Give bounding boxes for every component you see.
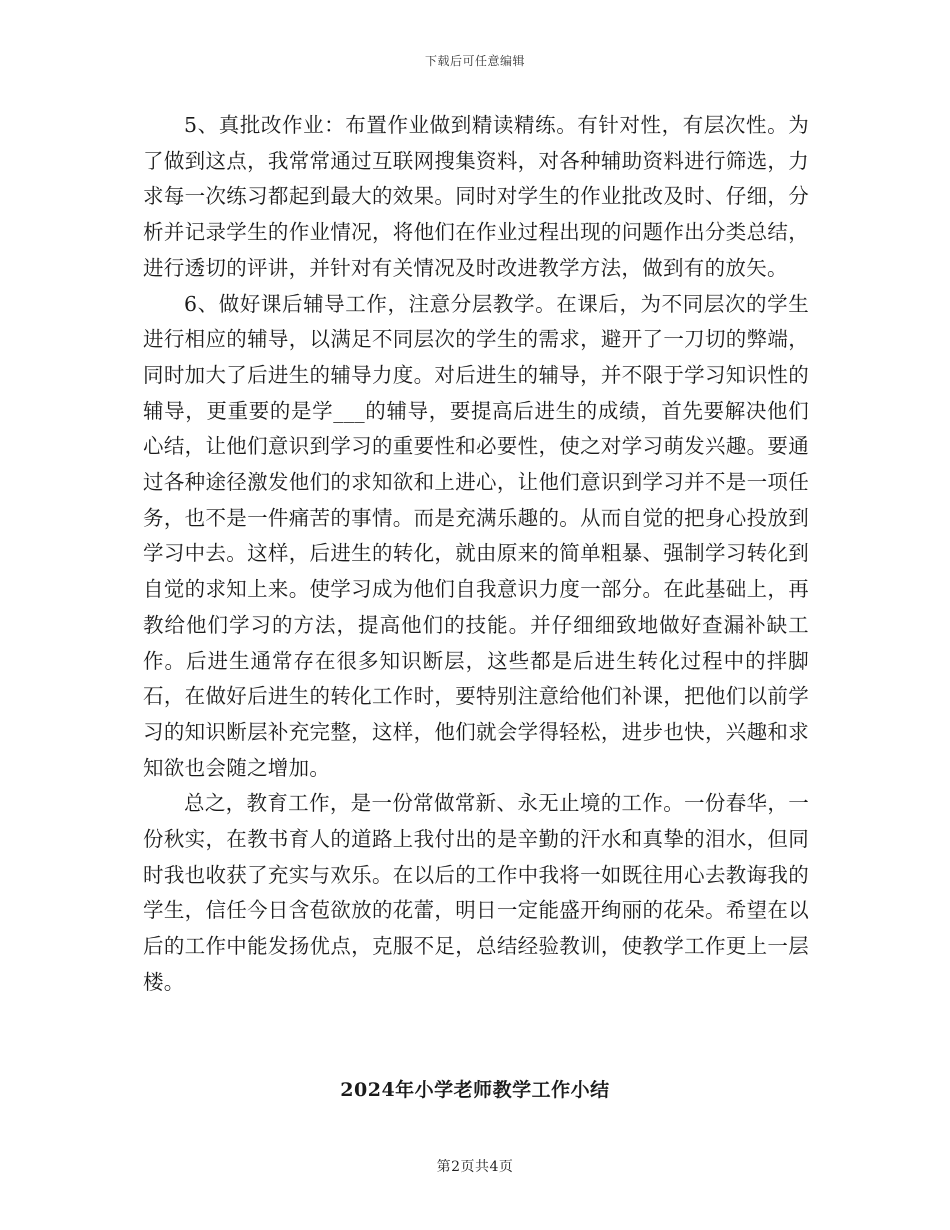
paragraph-after-class-tutoring: 6、做好课后辅导工作，注意分层教学。在课后，为不同层次的学生进行相应的辅导，以满足不同层次的学生的需求，避开了一刀切的弊端，同时加大了后进生的辅导力度。对后进生的辅导，并不限于学习知识性的辅导，更重要的是学___的辅导，要提高后进生的成绩，首先要解决他们心结，让他们意识到学习的重要性和必要性，使之对学习萌发兴趣。要通过各种途径激发他们的求知欲和上进心，让他们意识到学习并不是一项任务，也不是一件痛苦的事情。而是充满乐趣的。从而自觉的把身心投放到学习中去。这样，后进生的转化，就由原来的简单粗暴、强制学习转化到自觉的求知上来。使学习成为他们自我意识力度一部分。在此基础上，再教给他们学习的方法，提高他们的技能。并仔细细致地做好查漏补缺工作。后进生通常存在很多知识断层，这些都是后进生转化过程中的拌脚石，在做好后进生的转化工作时，要特别注意给他们补课，把他们以前学习的知识断层补充完整，这样，他们就会学得轻松，进步也快，兴趣和求知欲也会随之增加。 (143, 291, 809, 780)
document-body (143, 108, 809, 1001)
page-footer: 第2页共4页 (436, 1159, 514, 1175)
paragraph-homework-correction: 5、真批改作业：布置作业做到精读精练。有针对性，有层次性。为了做到这点，我常常通过互联网搜集资料，对各种辅助资料进行筛选，力求每一次练习都起到最大的效果。同时对学生的作业批改及时、仔细，分析并记录学生的作业情况，将他们在作业过程出现的问题作出分类总结，进行透切的评讲，并针对有关情况及时改进教学方法，做到有的放矢。 (143, 113, 809, 280)
paragraph-conclusion: 总之，教育工作，是一份常做常新、永无止境的工作。一份春华，一份秋实，在教书育人的道路上我付出的是辛勤的汗水和真挚的泪水，但同时我也收获了充实与欢乐。在以后的工作中我将一如既往用心去教诲我的学生，信任今日含苞欲放的花蕾，明日一定能盛开绚丽的花朵。希望在以后的工作中能发扬优点，克服不足，总结经验教训，使教学工作更上一层楼。 (143, 791, 809, 994)
page-header: 下载后可任意编辑 (424, 54, 525, 68)
section-title: 2024年小学老师教学工作小结 (340, 1079, 610, 1101)
